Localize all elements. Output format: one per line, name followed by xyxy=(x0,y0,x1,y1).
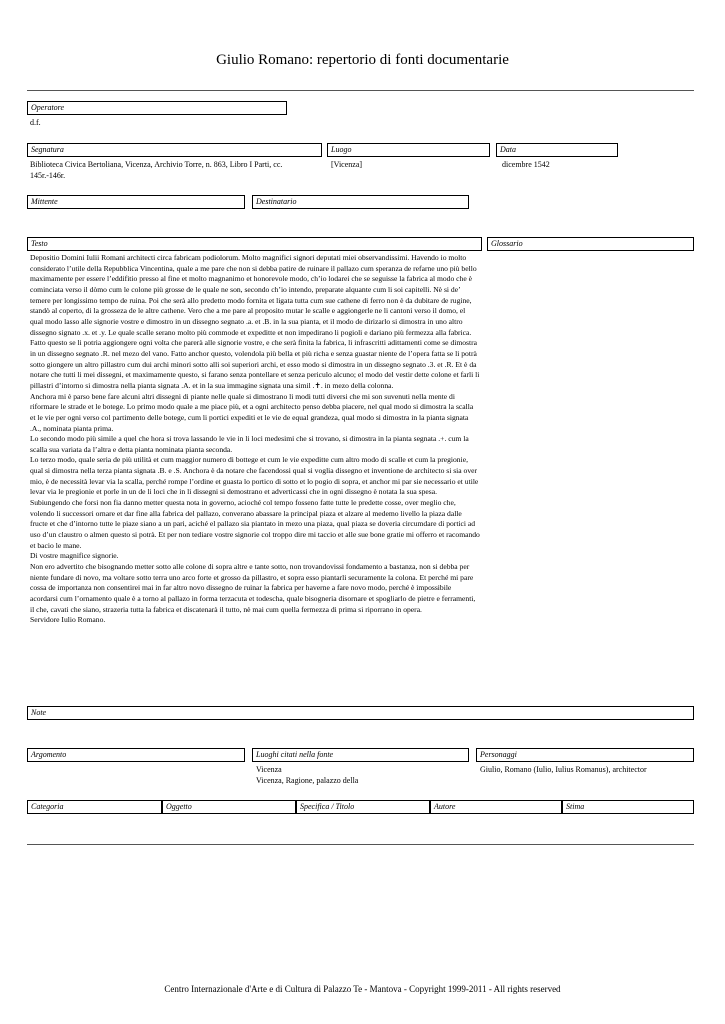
header-rule xyxy=(27,90,694,91)
stima-label: Stima xyxy=(562,800,694,814)
argomento-label: Argomento xyxy=(27,748,245,762)
personaggi-value: Giulio, Romano (Iulio, Iulius Romanus), architector xyxy=(480,765,647,774)
testo-body xyxy=(30,253,480,626)
glossario-label: Glossario xyxy=(487,237,694,251)
segnatura-label: Segnatura xyxy=(27,143,322,157)
testo-paragraph: Di vostre magnifice signorie. xyxy=(30,551,119,561)
luogo-value: [Vicenza] xyxy=(331,160,363,169)
luogo-label: Luogo xyxy=(327,143,490,157)
testo-paragraph: Fatto questo se li potria aggiongere ogni volta che parerà alle signorie vostre, e che serà finita la fabrica, li infrascritti adittamenti come se dimostra in un dissegno segnato .R. nel mezo del vano. Fatto anchor questo, volendola più bella et più richa e senza guastar niente de l’opera fatta se li potrà sotto giongere un altro pillastro cum dui archi minori sotto alli soi superiori archi, et esso modo si dimostra in un dissegno segnato .3. et .R. Et è da notare che tutti li mei dissegni, et maximamente questo, si farano senza pontellare et senza periculo alcuno; el modo del vestir dette colone et farli li pillastri d’intorno si dimostra nella pianta signata .A. et in la sua immagine signata una simil .✝. in mezo della colonna. xyxy=(30,338,480,390)
testo-paragraph: Depositio Domini Iulii Romani architecti circa fabricam podiolorum. Molto magnifici signori deputati miei observandissimi. Havendo io molto considerato l’utile della Repubblica Vincentina, quale a me pare che non si debba patire de ruinare il pallazo cum speranza de refarne uno più bello maximamente per essere l’eddifitio presso al fine et molto magnanimo et honorevole modo, ch’io lodarei che se seguisse la fabrica al modo che è cominciata verso il dòmo cum le colone più grosse de le quale ne son, secondo ch’io intendo, preparate alquante cum li soi capitelli. Nè si de’ temere per longissimo tempo de ruina. Poi che serà allo predetto modo fornita et ligata tutta cum sue cathene di ferro non è da dubitare de rugine, standò al coperto, di la grosseza de le altre cathene. Vero che a me pare al proposito mutar le scalle e aggiongerle ne li cantoni verso il domo, el qual modo lasso alle signorie vostre e dimostro in un dissegno segnato .a. et .B. in la sua pianta, et il modo de dirizarlo si dimostra in uno altro dissegno signato .x. et .y. Le quale scalle serano molto più commode et expeditte et non impedirano li pogioli e dariano più fermezza alla fabrica. xyxy=(30,253,477,337)
destinatario-label: Destinatario xyxy=(252,195,469,209)
categoria-label: Categoria xyxy=(27,800,162,814)
testo-paragraph: Non ero advertito che bisognando metter sotto alle colone di sopra altre e tante sotto, non trovandovissi fondamento a bastanza, non si debba per niente fundare di novo, ma voltare sotto terra uno arco forte et grosso da pillastro, et sopra esso piantarli securamente la colona. Et perché mi pare cossa de importanza non consentirei mai in far altro novo dissegno de ruinar la fabrica per haverne a fare novo modo, perché è impossibile acordarsi cum l’ornamento quale è a torno al pallazo in forma terzacuta et todescha, quale bisogneria disornare et spogliarlo de pietre e ferramenti, il che, cavati che siano, strazeria tutta la fabrica et discatenarà il tutto, nè mai cum quella fermezza di prima si riporrano in opera. xyxy=(30,562,476,614)
oggetto-label: Oggetto xyxy=(162,800,296,814)
testo-paragraph: Lo secondo modo più simile a quel che hora si trova lassando le vie in li loci medesimi che si trovano, si dimostra in la pianta segnata .+. cum la scalla sua variata da l’altra e detta pianta nominata pianta seconda. xyxy=(30,434,469,454)
testo-paragraph: Servidore Iulio Romano. xyxy=(30,615,106,625)
footer-copyright: Centro Internazionale d'Arte e di Cultura di Palazzo Te - Mantova - Copyright 1999-2011 - All rights reserved xyxy=(164,984,561,994)
footer-rule xyxy=(27,844,694,845)
page-title: Giulio Romano: repertorio di fonti documentarie xyxy=(216,52,509,68)
segnatura-value: Biblioteca Civica Bertoliana, Vicenza, Archivio Torre, n. 863, Libro I Parti, cc. 145r.-146r. xyxy=(30,160,283,180)
data-value: dicembre 1542 xyxy=(502,160,550,169)
autore-label: Autore xyxy=(430,800,562,814)
testo-label: Testo xyxy=(27,237,482,251)
data-label: Data xyxy=(496,143,618,157)
personaggi-label: Personaggi xyxy=(476,748,694,762)
testo-paragraph: Anchora mi è parso bene fare alcuni altri dissegni di piante nelle quale si dimostrano li modi tutti diversi che mi son suvenuti nella mente di riformare le strade et le botege. Lo primo modo quale a me piace più, et a ogni architecto penso debba piacere, nel qual modo si dimostra la scalla et le vie per ogni verso col partimento delle botege, cum li portici expediti et le vie de equal grandeza, qual modo si dimostra in la pianta signata .A., nominata pianta prima. xyxy=(30,391,474,433)
operatore-label: Operatore xyxy=(27,101,287,115)
note-label: Note xyxy=(27,706,694,720)
mittente-label: Mittente xyxy=(27,195,245,209)
testo-paragraph: Lo terzo modo, quale seria de più utilità et cum maggior numero di bottege et cum le vie expeditte cum altro modo di scalle et cum la pregionie, qual si dimostra nella terza pianta signata .B. e .S. Anchora è da notare che facendossi qual si voglia dissegno et inventione de architecto si sia over mio, è de necessità levar via la scalla, perché rompe l’ordine et guasta lo portico di sotto et lo pogio di sopra, et anchor mi par sie necessario et utile levar via le pregionie et porle in un de li loci che in li dissegni si demostrano et adverticassi che in ogni dissegno è notata la sua spesa. xyxy=(30,455,479,497)
luoghi-label: Luoghi citati nella fonte xyxy=(252,748,469,762)
specifica-label: Specifica / Titolo xyxy=(296,800,430,814)
testo-paragraph: Subiungendo che forsi non fia danno metter questa nota in governo, acioché col tempo fosseno fatte tutte le predette cosse, over meglio che, volendo li successori ornare et dar fine alla fabrica del pallazo, converano abassare la principal piaza et alzare al medemo livello la piaza dalle fructe et che d’intorno tutte le piaze siano a un pari, aciché el pallazo sia piantato in mezo una piaza, qual piaza se doveria circumdare di portici ad uso d’un claustro o almen questo si potrà. Et per non tediare vostre signorie col troppo dire mi taccio et alle sue bone gratie mi offerro et racomando et bacio le mane. xyxy=(30,498,480,550)
luoghi-value: Vicenza, Ragione, palazzo della xyxy=(256,776,359,785)
luoghi-value: Vicenza xyxy=(256,765,282,774)
operatore-value: d.f. xyxy=(30,118,41,127)
